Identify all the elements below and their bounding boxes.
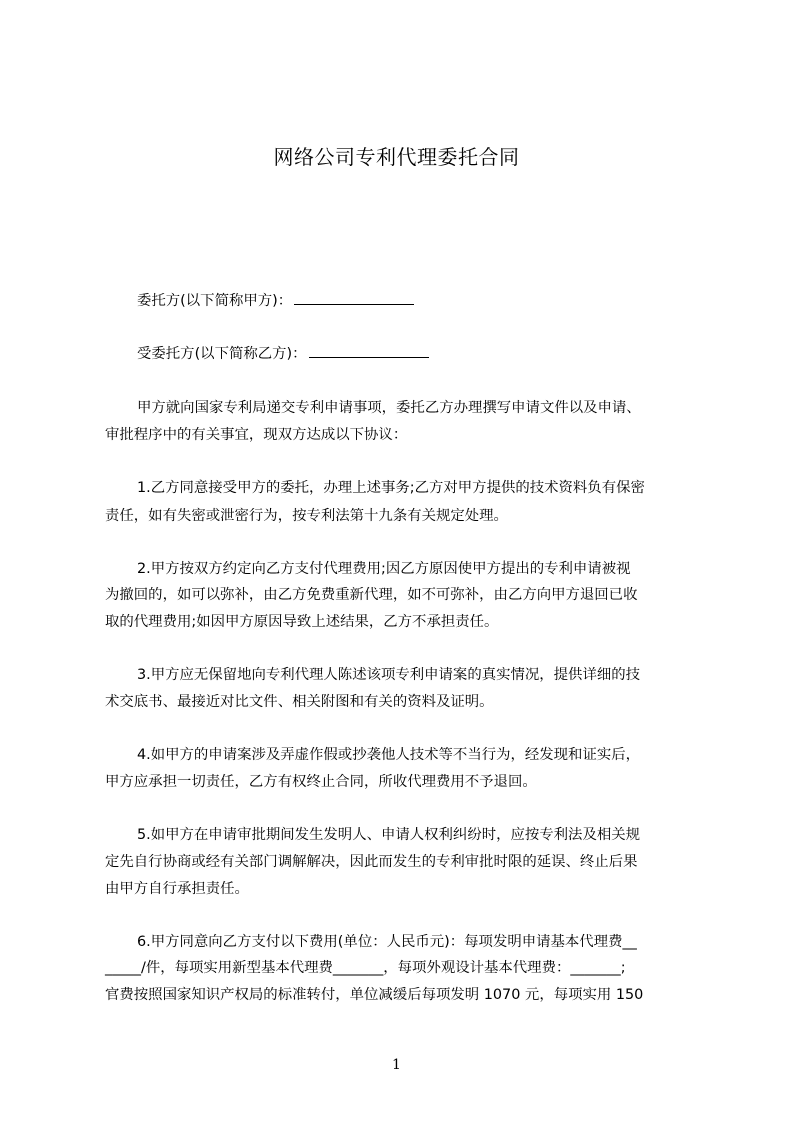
clause-4-line: 甲方应承担一切责任，乙方有权终止合同，所收代理费用不予退回。 <box>105 774 537 790</box>
page-number: 1 <box>392 1057 401 1073</box>
clause-5-line: 定先自行协商或经有关部门调解解决，因此而发生的专利审批时限的延误、终止后果 <box>105 854 638 870</box>
party-b-line <box>137 343 429 364</box>
party-b-label: 受委托方(以下简称乙方)： <box>137 346 307 362</box>
intro-line: 审批程序中的有关事宜，现双方达成以下协议： <box>105 427 408 443</box>
clause-1-line: 责任，如有失密或泄密行为，按专利法第十九条有关规定处理。 <box>105 508 508 524</box>
clause-3-line: 3.甲方应无保留地向专利代理人陈述该项专利申请案的真实情况，提供详细的技 <box>137 667 641 683</box>
clause-6-line: 6.甲方同意向乙方支付以下费用(单位：人民币元)：每项发明申请基本代理费__ <box>137 934 637 950</box>
party-b-blank <box>309 343 429 358</box>
document-title: 网络公司专利代理委托合同 <box>273 145 520 169</box>
clause-5-line: 5.如甲方在申请审批期间发生发明人、申请人权利纠纷时，应按专利法及相关规 <box>137 827 641 843</box>
clause-6-line: _____/件，每项实用新型基本代理费_______，每项外观设计基本代理费：_______; <box>105 960 626 976</box>
intro-line: 甲方就向国家专利局递交专利申请事项，委托乙方办理撰写申请文件以及申请、 <box>137 400 641 416</box>
clause-3-line: 术交底书、最接近对比文件、相关附图和有关的资料及证明。 <box>105 694 494 710</box>
clause-2-line: 2.甲方按双方约定向乙方支付代理费用;因乙方原因使甲方提出的专利申请被视 <box>137 561 631 577</box>
clause-6-line: 官费按照国家知识产权局的标准转付，单位减缓后每项发明 1070 元，每项实用 150 <box>105 987 644 1003</box>
clause-2-line: 为撤回的，如可以弥补，由乙方免费重新代理，如不可弥补，由乙方向甲方退回已收 <box>105 587 638 603</box>
clause-4-line: 4.如甲方的申请案涉及弄虚作假或抄袭他人技术等不当行为，经发现和证实后， <box>137 747 641 763</box>
party-a-blank <box>294 290 414 305</box>
clause-5-line: 由甲方自行承担责任。 <box>105 881 249 897</box>
party-a-label: 委托方(以下简称甲方)： <box>137 293 293 309</box>
clause-1-line: 1.乙方同意接受甲方的委托，办理上述事务;乙方对甲方提供的技术资料负有保密 <box>137 480 645 496</box>
party-a-line <box>137 290 414 311</box>
clause-2-line: 取的代理费用;如因甲方原因导致上述结果，乙方不承担责任。 <box>105 614 499 630</box>
